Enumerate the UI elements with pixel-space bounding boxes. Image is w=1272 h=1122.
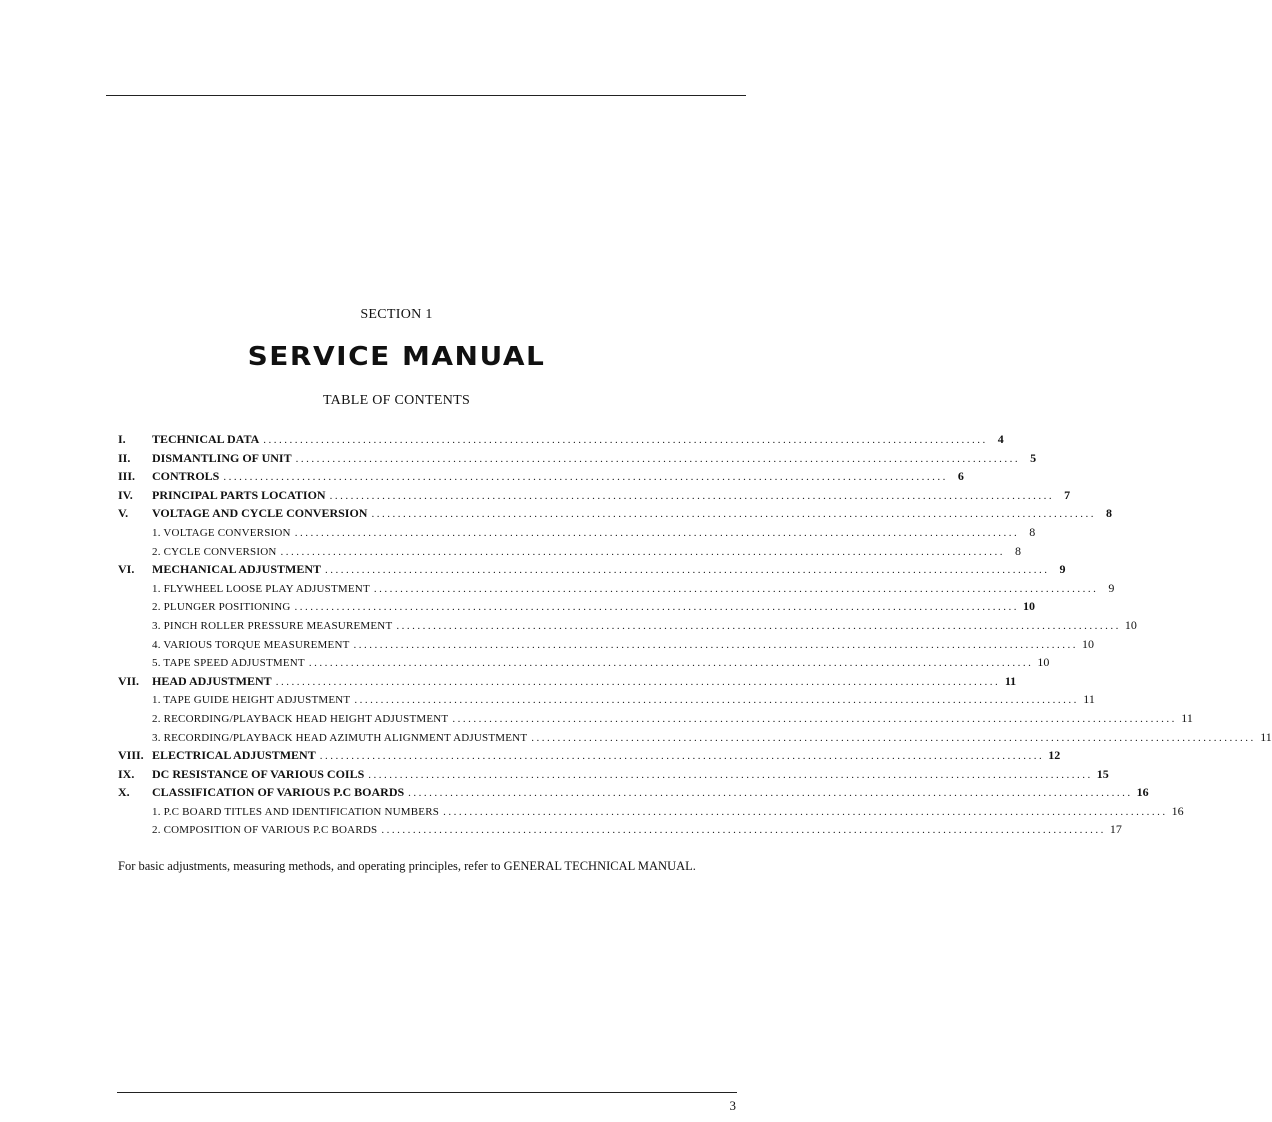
toc-entry-page: 15 (1096, 766, 1109, 781)
toc-entry (118, 822, 1122, 841)
toc-entry-label: 1. VOLTAGE CONVERSION (152, 526, 291, 539)
dot-leader: .......................................................................................................................................... (373, 582, 1099, 595)
section-label: SECTION 1 (360, 307, 433, 322)
page-title: SERVICE MANUAL (247, 341, 546, 372)
toc-entry-number: I. (118, 432, 126, 446)
toc-entry-page: 16 (1171, 803, 1184, 818)
toc-entry (118, 673, 1017, 693)
toc-entry-page: 10 (1124, 617, 1137, 632)
toc-entry (118, 599, 1036, 618)
toc-heading: TABLE OF CONTENTS (322, 393, 471, 408)
dot-leader: .......................................................................................................................................... (443, 805, 1168, 818)
toc-entry-number: IX. (118, 766, 135, 781)
page-number: 3 (729, 1098, 736, 1113)
toc-entry-label: 2. CYCLE CONVERSION (152, 545, 277, 558)
bottom-rule (117, 1092, 737, 1093)
top-rule (106, 95, 746, 96)
toc-entry-number: VI. (118, 562, 135, 577)
toc-entry (118, 748, 1061, 767)
toc-entry-number: VII. (118, 673, 140, 688)
toc-entry-page: 6 (957, 469, 964, 484)
toc-entry-page: 8 (1105, 506, 1112, 521)
toc-entry (118, 655, 1050, 674)
dot-leader: .......................................................................................................................................... (452, 712, 1177, 725)
toc-entry-number: X. (118, 785, 130, 800)
dot-leader: .......................................................................................................................................... (371, 508, 1096, 521)
toc-entry-label: VOLTAGE AND CYCLE CONVERSION (152, 506, 368, 521)
dot-leader: .......................................................................................................................................... (308, 657, 1034, 670)
dot-leader: .......................................................................................................................................... (353, 638, 1079, 651)
toc-entry-label: 3. RECORDING/PLAYBACK HEAD AZIMUTH ALIGNMENT ADJUSTMENT (152, 731, 528, 744)
toc-entry-page: 12 (1048, 748, 1061, 763)
toc-entry (118, 562, 1066, 581)
toc-entry-number: IV. (118, 487, 133, 502)
toc-entry (118, 543, 1021, 563)
toc-entry-number: II. (118, 450, 131, 465)
toc-entry-label: 1. P.C BOARD TITLES AND IDENTIFICATION NUMBERS (152, 805, 440, 818)
toc-entry-page: 11 (1004, 673, 1017, 688)
toc-entry-label: DISMANTLING OF UNIT (152, 450, 292, 465)
dot-leader: .......................................................................................................................................... (295, 452, 1021, 465)
toc-entry (118, 636, 1095, 656)
toc-entry-page: 9 (1108, 580, 1115, 595)
toc-entry-label: 1. FLYWHEEL LOOSE PLAY ADJUSTMENT (152, 582, 370, 595)
toc-entry-page: 8 (1015, 543, 1021, 558)
dot-leader: .......................................................................................................................................... (329, 489, 1055, 502)
toc-entry (118, 580, 1115, 600)
dot-leader: .......................................................................................................................................... (408, 787, 1133, 800)
dot-leader: .......................................................................................................................................... (280, 545, 1005, 558)
toc-entry-page: 10 (1037, 655, 1050, 670)
toc-entry-label: DC RESISTANCE OF VARIOUS COILS (152, 766, 365, 781)
dot-leader: .......................................................................................................................................... (294, 526, 1020, 539)
toc-entry-page: 5 (1030, 450, 1037, 465)
toc-entry-label: ELECTRICAL ADJUSTMENT (152, 748, 316, 763)
dot-leader: .......................................................................................................................................... (319, 750, 1045, 763)
dot-leader: .......................................................................................................................................... (531, 731, 1256, 744)
toc-entry-label: 1. TAPE GUIDE HEIGHT ADJUSTMENT (152, 694, 351, 707)
toc-entry-page: 10 (1023, 599, 1036, 614)
toc-entry (118, 487, 1071, 507)
toc-entry-label: PRINCIPAL PARTS LOCATION (152, 487, 326, 502)
toc-entry-page: 11 (1181, 710, 1193, 725)
toc-entry-label: 2. PLUNGER POSITIONING (152, 601, 291, 614)
toc-entry-page: 8 (1029, 524, 1036, 539)
dot-leader: .......................................................................................................................................... (325, 564, 1050, 577)
dot-leader: .......................................................................................................................................... (263, 434, 988, 446)
toc-entry-number: VIII. (118, 748, 144, 763)
toc-entry-label: MECHANICAL ADJUSTMENT (152, 562, 322, 577)
toc-entry-page: 11 (1083, 692, 1095, 707)
dot-leader: .......................................................................................................................................... (368, 768, 1093, 781)
dot-leader: .......................................................................................................................................... (396, 619, 1121, 632)
toc-entry (118, 469, 964, 488)
toc-entry (118, 506, 1112, 525)
toc-entry (118, 432, 1004, 451)
table-of-contents (118, 432, 1272, 841)
toc-entry (118, 710, 1193, 730)
toc-entry-label: CONTROLS (152, 469, 220, 484)
toc-entry (118, 803, 1184, 823)
toc-entry-number: III. (118, 469, 136, 484)
toc-entry (118, 617, 1137, 637)
toc-entry (118, 450, 1037, 470)
toc-entry-page: 17 (1109, 822, 1122, 837)
dot-leader: .......................................................................................................................................... (275, 675, 1001, 688)
toc-entry-page: 9 (1059, 562, 1066, 577)
dot-leader: .......................................................................................................................................... (294, 601, 1020, 614)
toc-entry-page: 10 (1082, 636, 1095, 651)
toc-entry-number: V. (118, 506, 129, 521)
toc-entry (118, 766, 1109, 786)
toc-entry (118, 524, 1036, 544)
toc-entry-label: CLASSIFICATION OF VARIOUS P.C BOARDS (152, 785, 405, 800)
toc-entry-page: 16 (1136, 785, 1149, 800)
toc-entry-page: 11 (1260, 729, 1272, 744)
dot-leader: .......................................................................................................................................... (381, 824, 1106, 837)
toc-entry-page: 7 (1064, 487, 1071, 502)
toc-entry-label: 3. PINCH ROLLER PRESSURE MEASUREMENT (152, 619, 393, 632)
toc-entry (118, 729, 1272, 749)
reference-note: For basic adjustments, measuring methods, and operating principles, refer to GENERAL TECHNICAL MANUAL. (118, 859, 696, 873)
toc-entry-label: HEAD ADJUSTMENT (152, 673, 272, 688)
dot-leader: .......................................................................................................................................... (223, 471, 948, 484)
dot-leader: .......................................................................................................................................... (354, 694, 1079, 707)
toc-entry-label: 4. VARIOUS TORQUE MEASUREMENT (152, 638, 350, 651)
toc-entry (118, 692, 1095, 711)
toc-entry (118, 785, 1149, 804)
toc-entry-label: 5. TAPE SPEED ADJUSTMENT (152, 657, 305, 670)
toc-entry-label: 2. RECORDING/PLAYBACK HEAD HEIGHT ADJUSTMENT (152, 712, 449, 725)
toc-entry-label: TECHNICAL DATA (152, 432, 260, 446)
toc-entry-page: 4 (997, 432, 1004, 446)
toc-entry-label: 2. COMPOSITION OF VARIOUS P.C BOARDS (152, 824, 378, 837)
